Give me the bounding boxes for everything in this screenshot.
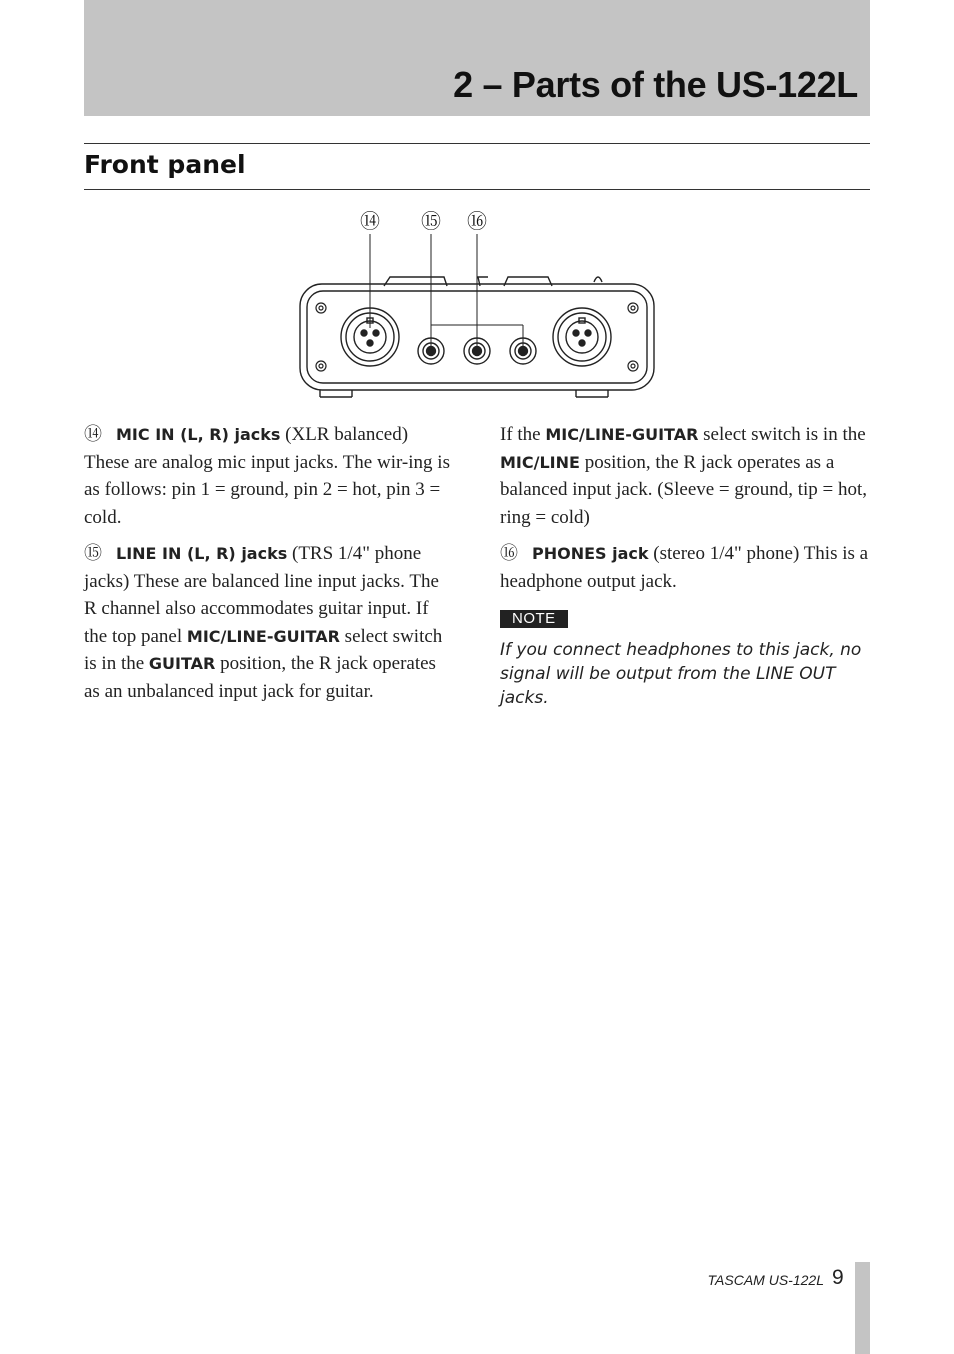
- section-bottom-rule: [84, 189, 870, 190]
- item-15-number: ⑮: [84, 543, 102, 564]
- mic-in-text: (XLR balanced) These are analog mic input jacks. The wir-ing is as follows: pin 1 = ground, pin 2 = hot, pin 3 = cold.: [84, 424, 450, 528]
- mic-in-term: MIC IN (L, R) jacks: [116, 425, 281, 444]
- phones-term: PHONES jack: [532, 544, 649, 563]
- left-column: [84, 421, 456, 714]
- right-column: [500, 421, 872, 710]
- page-edge-tab: [855, 1262, 870, 1354]
- line-in-text-b: select switch is in the: [84, 625, 443, 674]
- mic-in-description: [84, 421, 456, 531]
- switch-term: MIC/LINE-GUITAR: [545, 425, 699, 444]
- section-top-rule: [84, 143, 870, 144]
- balanced-text-a: If the: [500, 424, 546, 445]
- note-text: If you connect headphones to this jack, no signal will be output from the LINE OUT jacks.: [500, 639, 862, 708]
- guitar-term: GUITAR: [148, 654, 216, 673]
- page-number: 9: [832, 1266, 844, 1289]
- front-panel-figure: [290, 200, 670, 406]
- line-in-term: LINE IN (L, R) jacks: [116, 544, 288, 563]
- note-label: NOTE: [500, 610, 568, 628]
- front-panel-diagram: [290, 200, 670, 406]
- callout-16-label: ⑯: [467, 209, 487, 233]
- callout-15-label: ⑮: [421, 209, 441, 233]
- line-in-description: [84, 540, 456, 705]
- mic-line-guitar-term: MIC/LINE-GUITAR: [186, 626, 340, 646]
- mic-line-term: MIC/LINE: [500, 452, 580, 472]
- phones-text: (stereo 1/4" phone) This is a headphone output jack.: [500, 543, 869, 592]
- mic-in-r-xlr-jack: [553, 308, 611, 366]
- balanced-text-c: position, the R jack operates as a balanced input jack. (Sleeve = ground, tip = hot, ring = cold): [500, 451, 868, 528]
- chapter-title: 2 – Parts of the US-122L: [453, 64, 858, 105]
- callout-leader-lines: [370, 234, 523, 351]
- footer-brand: TASCAM US-122L: [707, 1272, 824, 1288]
- chapter-header-band: [84, 0, 870, 116]
- phones-description: [500, 540, 872, 595]
- callout-14-label: ⑭: [360, 209, 380, 233]
- item-14-number: ⑭: [84, 424, 102, 445]
- section-title: Front panel: [84, 150, 246, 179]
- line-in-text-c: position, the R jack operates as an unbalanced input jack for guitar.: [84, 653, 436, 702]
- item-16-number: ⑯: [500, 543, 518, 564]
- line-in-text-a: (TRS 1/4" phone jacks) These are balanced line input jacks. The R channel also accommodates guitar input. If the top panel: [84, 543, 439, 647]
- balanced-text-b: select switch is in the: [698, 424, 866, 445]
- balanced-description: [500, 421, 872, 531]
